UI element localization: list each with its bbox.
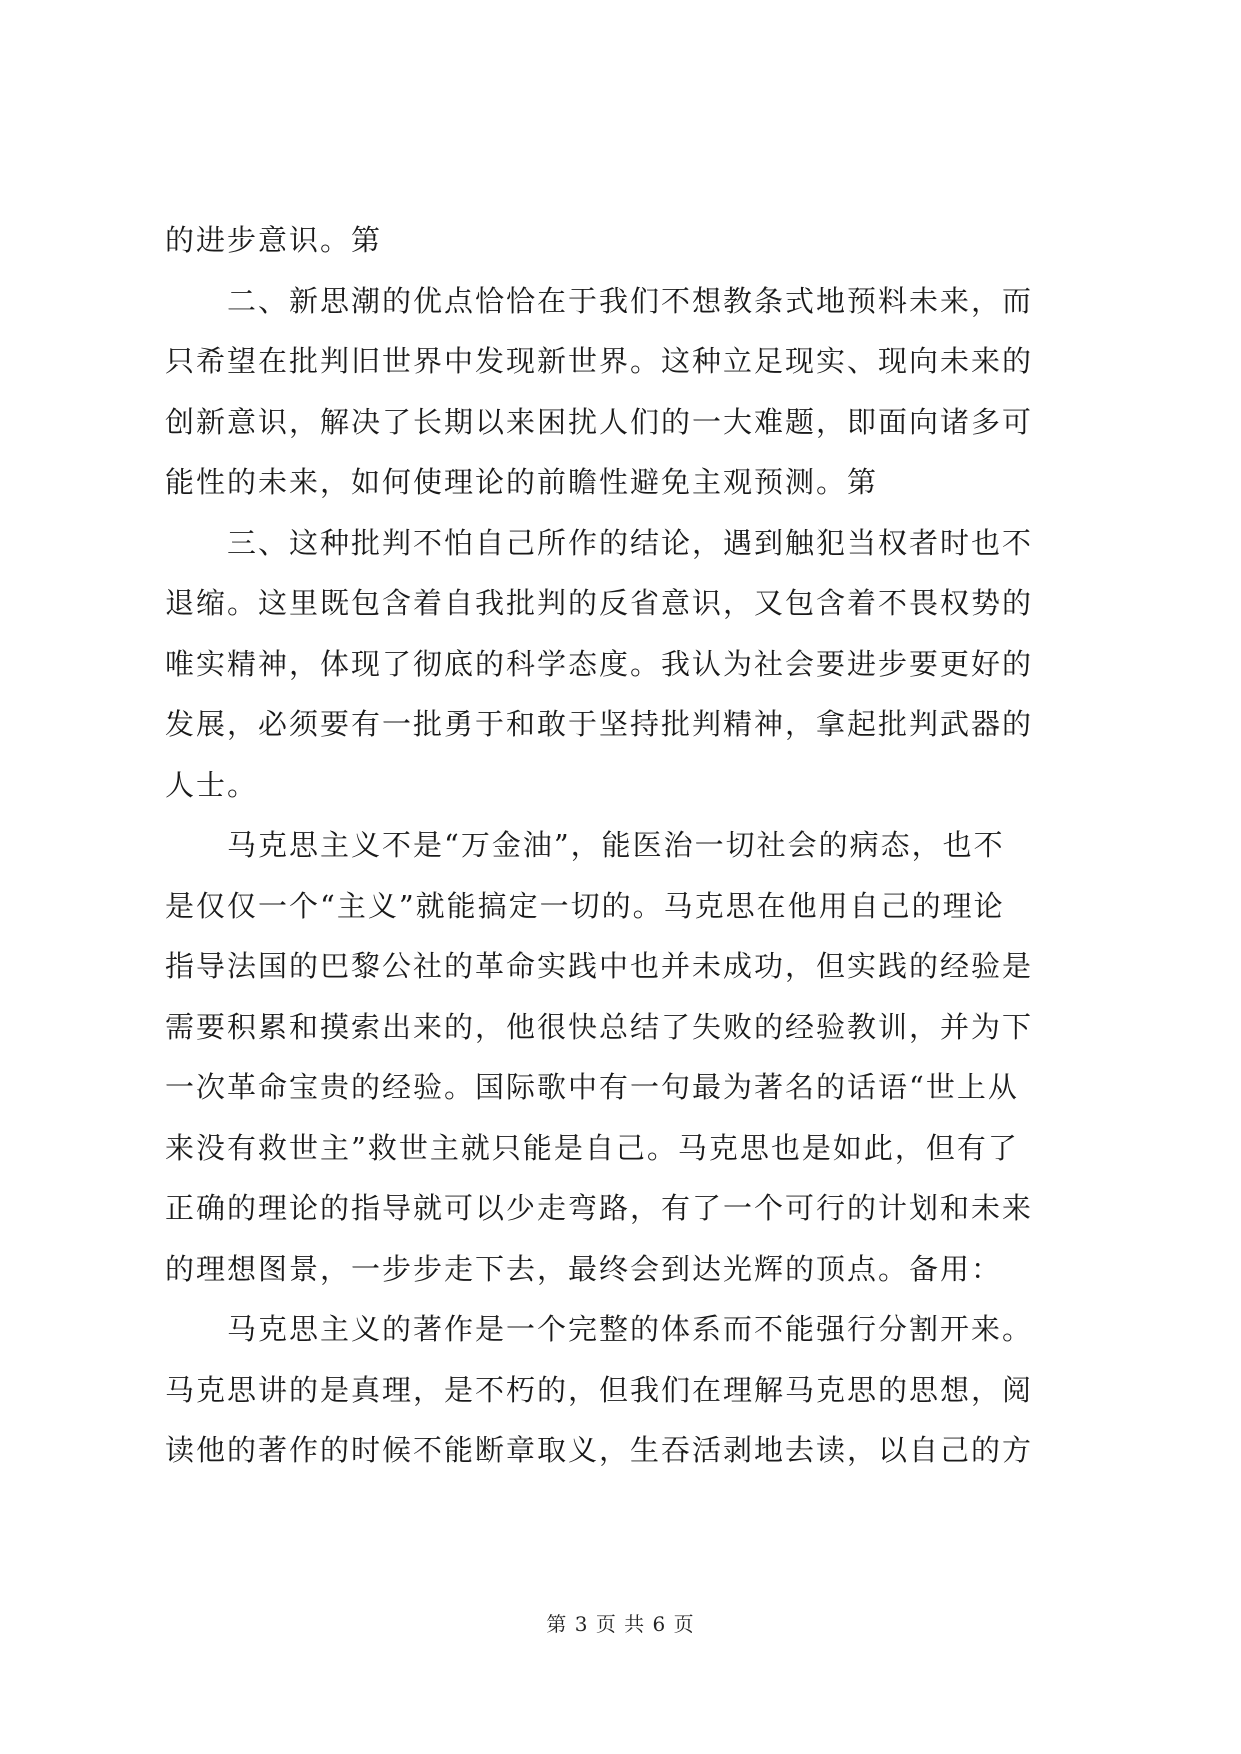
text-line: 是仅仅一个“主义”就能搞定一切的。马克思在他用自己的理论: [165, 888, 1005, 923]
text-line: 能性的未来，如何使理论的前瞻性避免主观预测。第: [165, 465, 879, 499]
text-line: 马克思讲的是真理，是不朽的，但我们在理解马克思的思想，阅: [165, 1372, 1034, 1407]
text-line: 来没有救世主”救世主就只能是自己。马克思也是如此，但有了: [165, 1130, 1019, 1165]
text-line: 创新意识，解决了长期以来困扰人们的一大难题，即面向诸多可: [165, 404, 1034, 439]
body-text: [165, 210, 1085, 1481]
text-line: 发展，必须要有一批勇于和敢于坚持批判精神，拿起批判武器的: [165, 707, 1034, 741]
page-number-footer: 第 3 页 共 6 页: [546, 1612, 695, 1636]
text-line: 的进步意识。第: [165, 223, 383, 257]
text-line: 马克思主义的著作是一个完整的体系而不能强行分割开来。: [165, 1312, 1034, 1346]
text-line: 三、这种批判不怕自己所作的结论，遇到触犯当权者时也不: [165, 525, 1034, 560]
text-line: 马克思主义不是“万金油”，能医治一切社会的病态，也不: [165, 828, 1005, 862]
text-line: 只希望在批判旧世界中发现新世界。这种立足现实、现向未来的: [165, 344, 1034, 378]
text-line: 读他的著作的时候不能断章取义，生吞活剥地去读，以自己的方: [165, 1433, 1034, 1467]
text-line: 正确的理论的指导就可以少走弯路，有了一个可行的计划和未来: [165, 1191, 1034, 1225]
text-line: 退缩。这里既包含着自我批判的反省意识，又包含着不畏权势的: [165, 586, 1034, 620]
text-line: 二、新思潮的优点恰恰在于我们不想教条式地预料未来，而: [165, 283, 1034, 318]
text-line: 指导法国的巴黎公社的革命实践中也并未成功，但实践的经验是: [165, 949, 1034, 983]
text-line: 需要积累和摸索出来的，他很快总结了失败的经验教训，并为下: [165, 1009, 1034, 1044]
text-line: 人士。: [165, 767, 259, 802]
text-line: 唯实精神，体现了彻底的科学态度。我认为社会要进步要更好的: [165, 646, 1034, 681]
text-line: 一次革命宝贵的经验。国际歌中有一句最为著名的话语“世上从: [165, 1070, 1019, 1104]
text-line: 的理想图景，一步步走下去，最终会到达光辉的顶点。备用：: [165, 1251, 1003, 1286]
